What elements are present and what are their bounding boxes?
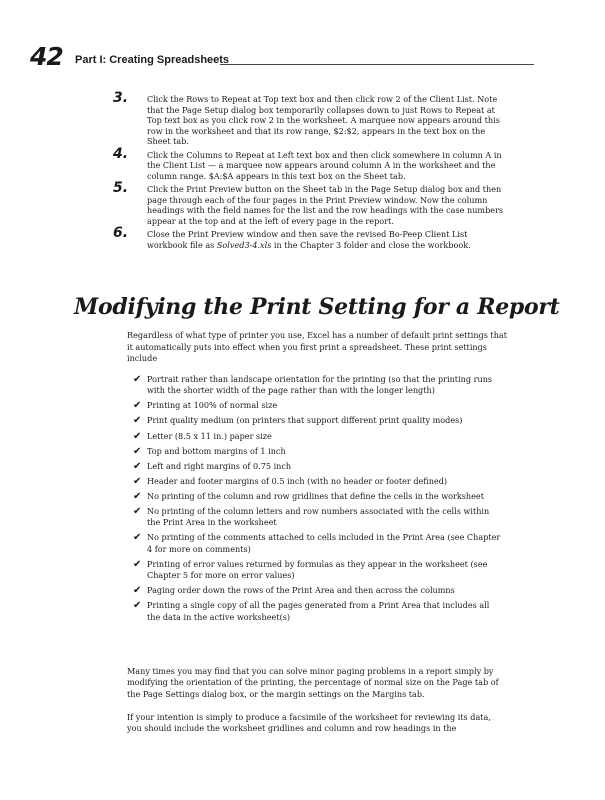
body-paragraph: Many times you may find that you can solve minor paging problems in a report simply by modifying the orientation of the printing, the percentage of normal size on the Page tab of the Page Settings dialog box, or the margin settings on the Margins tab. [127,666,499,699]
list-item-text: Portrait rather than landscape orientation for the printing (so that the printing runs with the shorter width of the page rather than with the longer length) [147,374,493,396]
check-mark-icon: ✔ [133,532,142,544]
file-name: Solved3-4.xls [216,239,272,250]
check-mark-icon: ✔ [133,506,142,518]
page-header [30,42,534,71]
check-mark-icon: ✔ [133,600,142,612]
list-item-text: No printing of the column letters and row numbers associated with the cells within the Print Area in the worksheet [147,506,490,528]
list-item-text: Print quality medium (on printers that support different print quality modes) [147,415,463,426]
intro-paragraph: Regardless of what type of printer you use, Excel has a number of default print settings that it automatically puts into effect when you first print a spreadsheet. These print settings include [127,330,507,363]
check-mark-icon: ✔ [133,585,142,597]
list-item-text: Left and right margins of 0.75 inch [147,460,292,471]
step-text: Click the Rows to Repeat at Top text box and then click row 2 of the Client List. Note that the Page Setup dialog box temporarily collapses down to just Rows to Repeat at Top text box as you click row 2 in the worksheet. A marquee now appears around this row in the worksheet and that its row range, $2:$2, appears in the text box on the Sheet tab. [147,94,500,146]
header-rule [220,64,534,65]
list-item-text: Paging order down the rows of the Print Area and then across the columns [147,585,455,596]
step-text: Click the Columns to Repeat at Left text box and then click somewhere in column A in the Client List — a marquee now appears around column A in the worksheet and the column range. $A:$A appears in this text box on the Sheet tab. [147,149,502,181]
step-number: 6. [113,225,129,241]
step-text-before: Close the Print Preview window and then save the revised Bo-Peep Client List workbook file as [147,229,468,250]
list-item [133,532,503,555]
list-item-text: Printing a single copy of all the pages generated from a Print Area that includes all the data in the active worksheet(s) [147,600,490,622]
list-item-text: Letter (8.5 x 11 in.) paper size [147,430,272,441]
step-number: 4. [113,145,129,162]
step-item [113,145,504,182]
page-number: 42 [30,42,63,71]
list-item [133,585,503,596]
check-mark-icon: ✔ [133,445,142,457]
step-text [147,229,504,250]
step-item [113,225,504,250]
list-item-text: Printing at 100% of normal size [147,400,278,411]
list-item [133,431,503,442]
list-item-text: No printing of the column and row gridlines that define the cells in the worksheet [147,490,484,501]
check-mark-icon: ✔ [133,374,142,385]
list-item-text: No printing of the comments attached to cells included in the Print Area (see Chapter 4 for more on comments) [147,532,501,554]
step-text: Click the Print Preview button on the Sheet tab in the Page Setup dialog box and then page through each of the four pages in the Print Preview window. Now the column headings with the field names for the list and the row headings with the case numbers appear at the top and at the left of every page in the report. [147,184,504,226]
list-item [133,400,503,411]
list-item [133,491,503,502]
list-item [133,374,503,397]
step-number: 3. [113,90,129,106]
list-item-text: Top and bottom margins of 1 inch [147,445,286,456]
list-item [133,476,503,487]
list-item [133,600,503,623]
check-mark-icon: ✔ [133,430,142,442]
list-item [133,506,503,529]
section-heading: Modifying the Print Setting for a Report [74,294,560,320]
check-mark-icon: ✔ [133,490,142,502]
list-item [133,559,503,582]
check-mark-icon: ✔ [133,558,142,570]
check-mark-icon: ✔ [133,400,142,412]
list-item-text: Printing of error values returned by formulas as they appear in the worksheet (see Chapter 5 for more on error values) [147,558,488,581]
list-item [133,461,503,472]
step-list [113,90,504,253]
step-text-after: in the Chapter 3 folder and close the workbook. [271,239,471,250]
check-mark-icon: ✔ [133,475,142,487]
body-paragraph: If your intention is simply to produce a facsimile of the worksheet for reviewing its data, you should include the worksheet gridlines and column and row headings in the [127,712,491,734]
step-item [113,180,504,226]
list-item-text: Header and footer margins of 0.5 inch (with no header or footer defined) [147,475,448,486]
list-item [133,446,503,457]
check-mark-icon: ✔ [133,415,142,427]
check-mark-icon: ✔ [133,460,142,472]
step-number: 5. [113,180,129,196]
step-item [113,90,504,147]
default-settings-list [133,374,503,627]
list-item [133,415,503,426]
part-title: Part I: Creating Spreadsheets [75,54,230,66]
